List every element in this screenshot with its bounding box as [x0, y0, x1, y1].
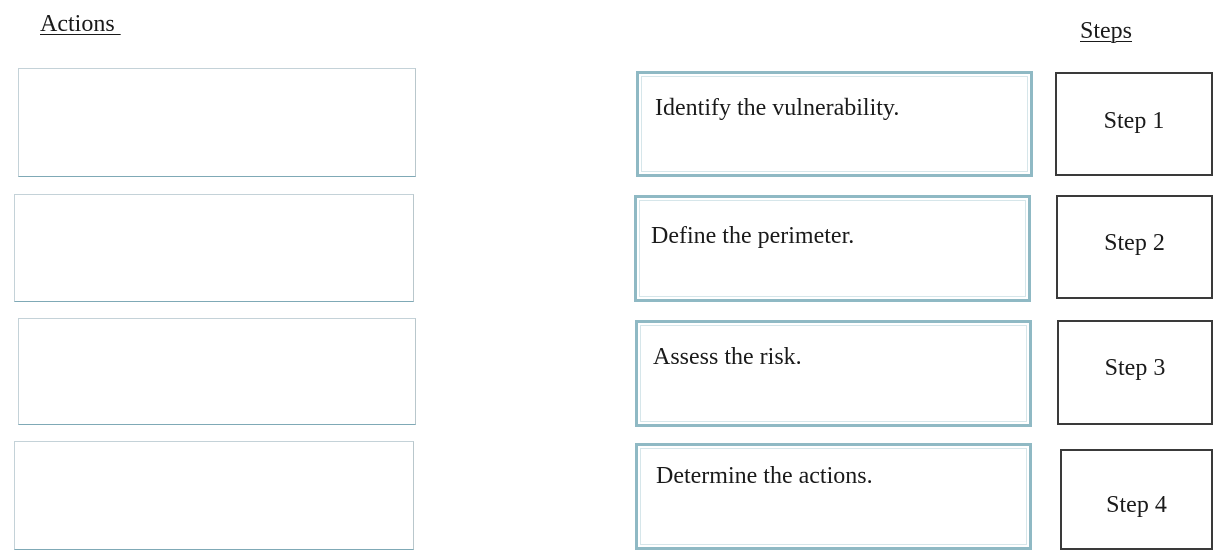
action-card-label: Identify the vulnerability. — [655, 95, 900, 121]
step-label: Step 2 — [1104, 230, 1165, 256]
step-label: Step 3 — [1104, 355, 1166, 381]
actions-heading: Actions — [40, 11, 121, 37]
action-card-label: Assess the risk. — [653, 344, 802, 370]
action-card-label: Define the perimeter. — [651, 223, 855, 249]
action-card-define-perimeter[interactable] — [634, 195, 1031, 302]
action-card-identify-vulnerability[interactable] — [636, 71, 1033, 177]
step-label: Step 4 — [1106, 492, 1167, 518]
action-card-assess-risk[interactable] — [635, 320, 1032, 427]
action-card-label: Determine the actions. — [656, 463, 873, 489]
step-box-3 — [1057, 320, 1213, 425]
action-drop-slot-3[interactable] — [18, 318, 416, 425]
step-box-2 — [1056, 195, 1213, 299]
action-drop-slot-4[interactable] — [14, 441, 414, 550]
step-box-1 — [1055, 72, 1213, 176]
step-box-4 — [1060, 449, 1213, 550]
action-drop-slot-1[interactable] — [18, 68, 416, 177]
action-card-determine-actions[interactable] — [635, 443, 1032, 550]
action-drop-slot-2[interactable] — [14, 194, 414, 302]
steps-heading: Steps — [1080, 18, 1133, 44]
step-label: Step 1 — [1103, 108, 1165, 134]
